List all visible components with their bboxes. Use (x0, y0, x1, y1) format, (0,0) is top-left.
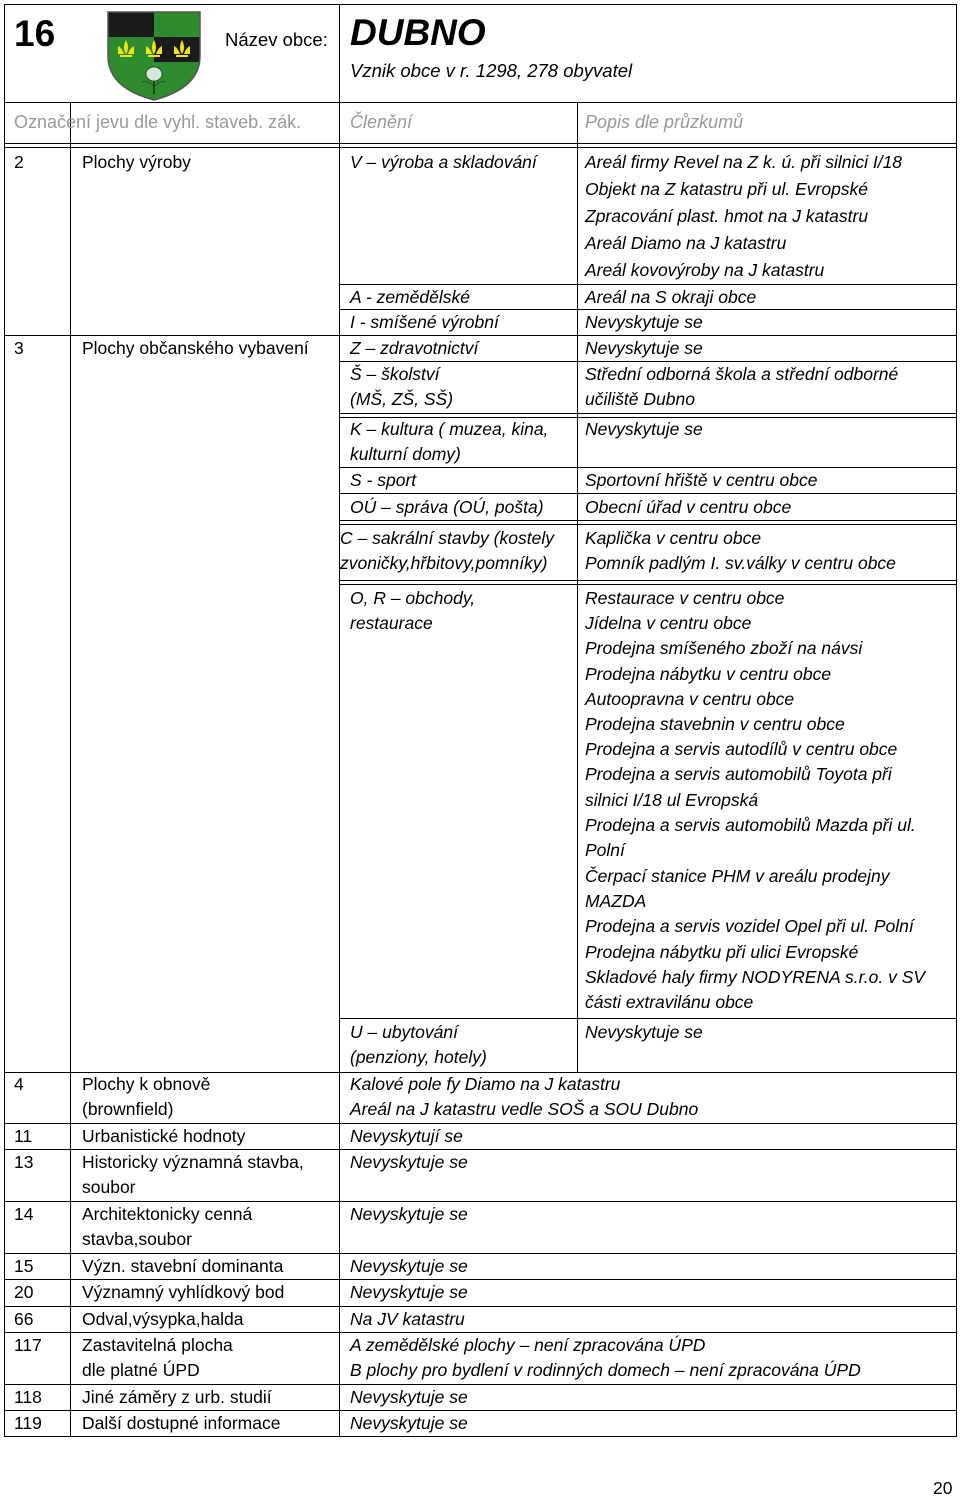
description-line: Areál kovovýroby na J katastru (585, 260, 825, 280)
description-line: Nevyskytuje se (585, 338, 703, 358)
subcategory: U – ubytování (350, 1022, 458, 1042)
description-line: Nevyskytuje se (585, 312, 703, 332)
description-line: Čerpací stanice PHM v areálu prodejny (585, 866, 890, 886)
row-title: Plochy občanského vybavení (82, 338, 309, 358)
description-line: Nevyskytuje se (585, 419, 703, 439)
description-line: Nevyskytuje se (585, 1022, 703, 1042)
description-line: Prodejna nábytku při ulici Evropské (585, 942, 859, 962)
row-title: stavba,soubor (82, 1229, 192, 1249)
description-line: Nevyskytuje se (350, 1152, 468, 1172)
subcategory: S - sport (350, 470, 417, 490)
row-title: Význ. stavební dominanta (82, 1256, 284, 1276)
subcategory: (penziony, hotely) (350, 1047, 487, 1067)
description-line: silnici I/18 ul Evropská (585, 790, 759, 810)
description-line: Kalové pole fy Diamo na J katastru (350, 1074, 621, 1094)
subcategory: restaurace (350, 613, 433, 633)
description-line: Prodejna smíšeného zboží na návsi (585, 638, 863, 658)
row-number: 4 (14, 1074, 24, 1094)
row-title: Odval,výsypka,halda (82, 1309, 244, 1329)
description-line: Nevyskytuje se (350, 1387, 468, 1407)
description-line: Skladové haly firmy NODYRENA s.r.o. v SV (585, 967, 926, 987)
subcategory: C – sakrální stavby (kostely (340, 528, 554, 548)
row-title: Další dostupné informace (82, 1413, 281, 1433)
description-line: Střední odborná škola a střední odborné (585, 364, 899, 384)
row-title: Významný vyhlídkový bod (82, 1282, 285, 1302)
description-line: učiliště Dubno (585, 389, 695, 409)
description-line: Autoopravna v centru obce (585, 689, 795, 709)
row-number: 117 (14, 1335, 42, 1355)
row-number: 14 (14, 1204, 34, 1224)
description-line: Nevyskytují se (350, 1126, 463, 1146)
description-line: Nevyskytuje se (350, 1256, 468, 1276)
row-title: dle platné ÚPD (82, 1360, 200, 1380)
subcategory: OÚ – správa (OÚ, pošta) (350, 497, 544, 517)
description-line: Nevyskytuje se (350, 1204, 468, 1224)
row-number: 2 (14, 152, 24, 172)
description-line: části extravilánu obce (585, 992, 754, 1012)
description-line: Na JV katastru (350, 1309, 465, 1329)
sheet-number: 16 (14, 13, 56, 54)
row-title: Urbanistické hodnoty (82, 1126, 246, 1146)
row-title: (brownfield) (82, 1099, 174, 1119)
description-line: Prodejna a servis automobilů Toyota při (585, 764, 892, 784)
description-line: Kaplička v centru obce (585, 528, 762, 548)
description-line: Areál firmy Revel na Z k. ú. při silnici I/18 (585, 152, 903, 172)
description-line: Nevyskytuje se (350, 1282, 468, 1302)
founding-info: Vznik obce v r. 1298, 278 obyvatel (350, 60, 633, 81)
row-number: 11 (14, 1126, 33, 1146)
town-name: DUBNO (350, 12, 486, 53)
description-line: Obecní úřad v centru obce (585, 497, 792, 517)
row-title: Plochy výroby (82, 152, 191, 172)
description-line: Areál Diamo na J katastru (585, 233, 787, 253)
row-title: Zastavitelná plocha (82, 1335, 233, 1355)
row-number: 118 (14, 1387, 42, 1407)
description-line: Prodejna a servis automobilů Mazda při ul. (585, 815, 916, 835)
description-line: Polní (585, 840, 625, 860)
column-header-division: Členění (350, 112, 413, 132)
subcategory: kulturní domy) (350, 444, 461, 464)
description-line: B plochy pro bydlení v rodinných domech – není zpracována ÚPD (350, 1360, 861, 1380)
coat-of-arms-icon (104, 10, 204, 102)
subcategory: Š – školství (350, 364, 440, 384)
row-number: 15 (14, 1256, 34, 1276)
description-line: Sportovní hřiště v centru obce (585, 470, 818, 490)
row-title: Architektonicky cenná (82, 1204, 253, 1224)
row-number: 13 (14, 1152, 34, 1172)
subcategory: O, R – obchody, (350, 588, 476, 608)
page-number: 20 (933, 1478, 953, 1498)
description-line: Zpracování plast. hmot na J katastru (585, 206, 869, 226)
row-number: 119 (14, 1413, 42, 1433)
description-line: Prodejna stavebnin v centru obce (585, 714, 845, 734)
subcategory: zvoničky,hřbitovy,pomníky) (340, 553, 548, 573)
description-line: Prodejna a servis vozidel Opel při ul. Polní (585, 916, 914, 936)
description-line: Pomník padlým I. sv.války v centru obce (585, 553, 896, 573)
description-line: Prodejna nábytku v centru obce (585, 664, 832, 684)
row-number: 20 (14, 1282, 34, 1302)
column-header-description: Popis dle průzkumů (585, 112, 744, 132)
subcategory: K – kultura ( muzea, kina, (350, 419, 549, 439)
description-line: Restaurace v centru obce (585, 588, 785, 608)
subcategory: V – výroba a skladování (350, 152, 537, 172)
name-label: Název obce: (225, 29, 328, 50)
description-line: A zemědělské plochy – není zpracována ÚPD (350, 1335, 706, 1355)
row-number: 3 (14, 338, 24, 358)
subcategory: A - zemědělské (350, 287, 470, 307)
row-title: Jiné záměry z urb. studií (82, 1387, 272, 1407)
description-line: Nevyskytuje se (350, 1413, 468, 1433)
description-line: Prodejna a servis autodílů v centru obce (585, 739, 898, 759)
description-line: Jídelna v centru obce (585, 613, 752, 633)
description-line: Areál na S okraji obce (585, 287, 757, 307)
row-title: Historicky významná stavba, (82, 1152, 304, 1172)
row-title: Plochy k obnově (82, 1074, 211, 1094)
row-title: soubor (82, 1177, 136, 1197)
subcategory: Z – zdravotnictví (350, 338, 479, 358)
column-header-designation: Označení jevu dle vyhl. staveb. zák. (14, 112, 302, 132)
description-line: MAZDA (585, 891, 647, 911)
subcategory: I - smíšené výrobní (350, 312, 499, 332)
subcategory: (MŠ, ZŠ, SŠ) (350, 389, 454, 409)
description-line: Objekt na Z katastru při ul. Evropské (585, 179, 869, 199)
description-line: Areál na J katastru vedle SOŠ a SOU Dubno (350, 1099, 699, 1119)
row-number: 66 (14, 1309, 34, 1329)
